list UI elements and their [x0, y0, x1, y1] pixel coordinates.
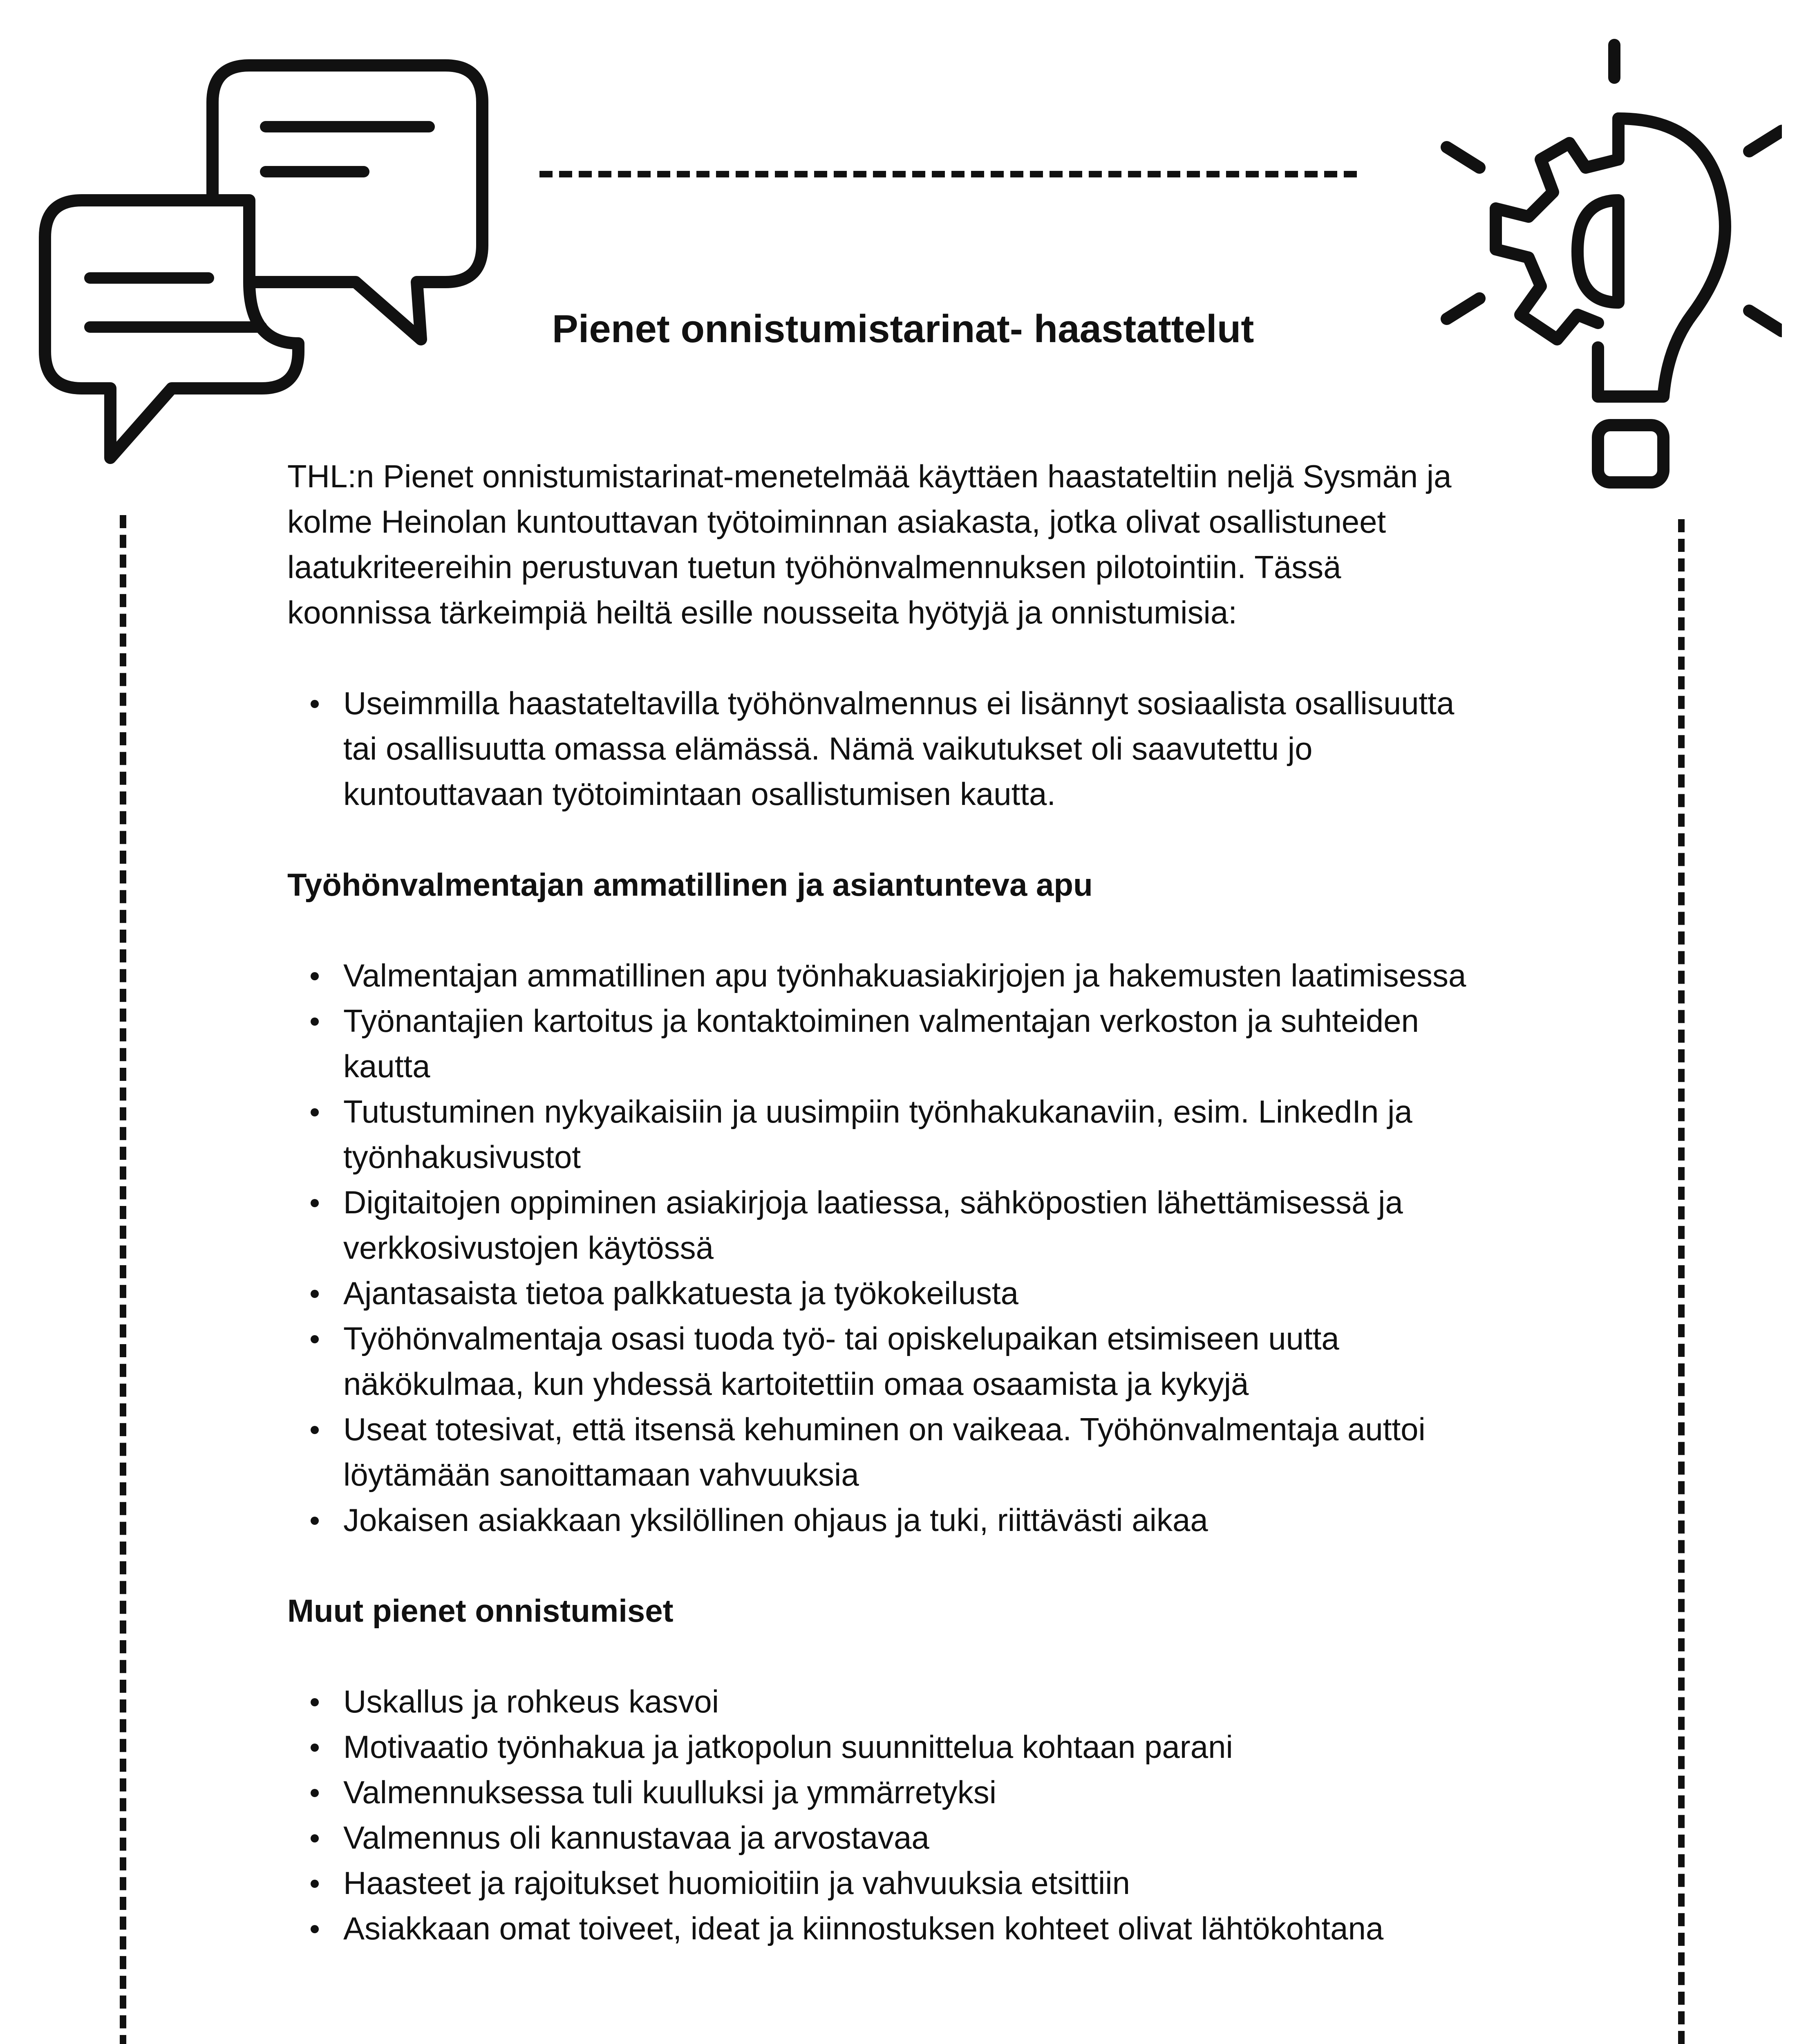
section1-bullet-list — [287, 953, 1534, 1543]
main-content — [287, 454, 1534, 1951]
intro-line: THL:n Pienet onnistumistarinat-menetelmää käyttäen haastateltiin neljä Sysmän ja — [287, 458, 1452, 494]
bullet-icon — [311, 1199, 319, 1207]
list-item: Tutustuminen nykyaikaisiin ja uusimpiin työnhakukanaviin, esim. LinkedIn ja työnhakusivustot — [287, 1089, 1534, 1180]
bullet-icon — [311, 972, 319, 980]
intro-paragraph — [287, 454, 1534, 635]
bullet-icon — [311, 1834, 319, 1842]
intro-line: kolme Heinolan kuntouttavan työtoiminnan asiakasta, jotka olivat osallistuneet — [287, 504, 1386, 540]
intro-line: koonnissa tärkeimpiä heiltä esille nousseita hyötyjä ja onnistumisia: — [287, 594, 1237, 630]
bullet-icon — [311, 1018, 319, 1026]
bullet-icon — [311, 1925, 319, 1933]
list-item: Useat totesivat, että itsensä kehuminen on vaikeaa. Työhönvalmentaja auttoi löytämään sanoittamaan vahvuuksia — [287, 1407, 1534, 1497]
first-bullet-list — [287, 681, 1534, 817]
left-dashed-line — [120, 515, 126, 2044]
list-item: Motivaatio työnhakua ja jatkopolun suunnittelua kohtaan parani — [287, 1724, 1534, 1770]
bullet-icon — [311, 1426, 319, 1434]
intro-line: laatukriteereihin perustuvan tuetun työhönvalmennuksen pilotointiin. Tässä — [287, 549, 1341, 585]
list-item: Haasteet ja rajoitukset huomioitiin ja vahvuuksia etsittiin — [287, 1860, 1534, 1906]
section-heading: Työhönvalmentajan ammatillinen ja asiantunteva apu — [287, 867, 1093, 903]
bullet-icon — [311, 1108, 319, 1116]
list-item: Valmennus oli kannustavaa ja arvostavaa — [287, 1815, 1534, 1860]
section2-bullet-list — [287, 1679, 1534, 1951]
section-heading: Muut pienet onnistumiset — [287, 1593, 674, 1629]
bullet-icon — [311, 1290, 319, 1298]
list-item: Työnantajien kartoitus ja kontaktoiminen valmentajan verkoston ja suhteiden kautta — [287, 998, 1534, 1089]
list-item: Digitaitojen oppiminen asiakirjoja laatiessa, sähköpostien lähettämisessä ja verkkosivustojen käytössä — [287, 1180, 1534, 1271]
bullet-icon — [311, 1789, 319, 1797]
right-dashed-line — [1678, 519, 1685, 2044]
list-item: Asiakkaan omat toiveet, ideat ja kiinnostuksen kohteet olivat lähtökohtana — [287, 1906, 1534, 1951]
list-item: Ajantasaista tietoa palkkatuesta ja työkokeilusta — [287, 1271, 1534, 1316]
bullet-icon — [311, 700, 319, 708]
bullet-icon — [311, 1744, 319, 1752]
speech-bubbles-icon — [37, 49, 495, 499]
list-item: Valmentajan ammatillinen apu työnhakuasiakirjojen ja hakemusten laatimisessa — [287, 953, 1534, 998]
list-item: Työhönvalmentaja osasi tuoda työ- tai opiskelupaikan etsimiseen uutta näkökulmaa, kun yhdessä kartoitettiin omaa osaamista ja kykyjä — [287, 1316, 1534, 1407]
list-item: Jokaisen asiakkaan yksilöllinen ohjaus ja tuki, riittävästi aikaa — [287, 1497, 1534, 1543]
list-item: Useimmilla haastateltavilla työhönvalmennus ei lisännyt sosiaalista osallisuutta tai osallisuutta omassa elämässä. Nämä vaikutukset oli saavutettu jo kuntouttavaan työtoimintaan osallistumisen kautta. — [287, 681, 1534, 817]
bullet-icon — [311, 1517, 319, 1525]
bullet-icon — [311, 1880, 319, 1888]
list-item: Uskallus ja rohkeus kasvoi — [287, 1679, 1534, 1724]
top-dashed-line — [539, 171, 1357, 177]
bullet-icon — [311, 1335, 319, 1343]
page-title: Pienet onnistumistarinat- haastattelut — [552, 307, 1254, 351]
list-item: Valmennuksessa tuli kuulluksi ja ymmärretyksi — [287, 1770, 1534, 1815]
bullet-icon — [311, 1698, 319, 1706]
lightbulb-gear-icon — [1422, 37, 1782, 507]
